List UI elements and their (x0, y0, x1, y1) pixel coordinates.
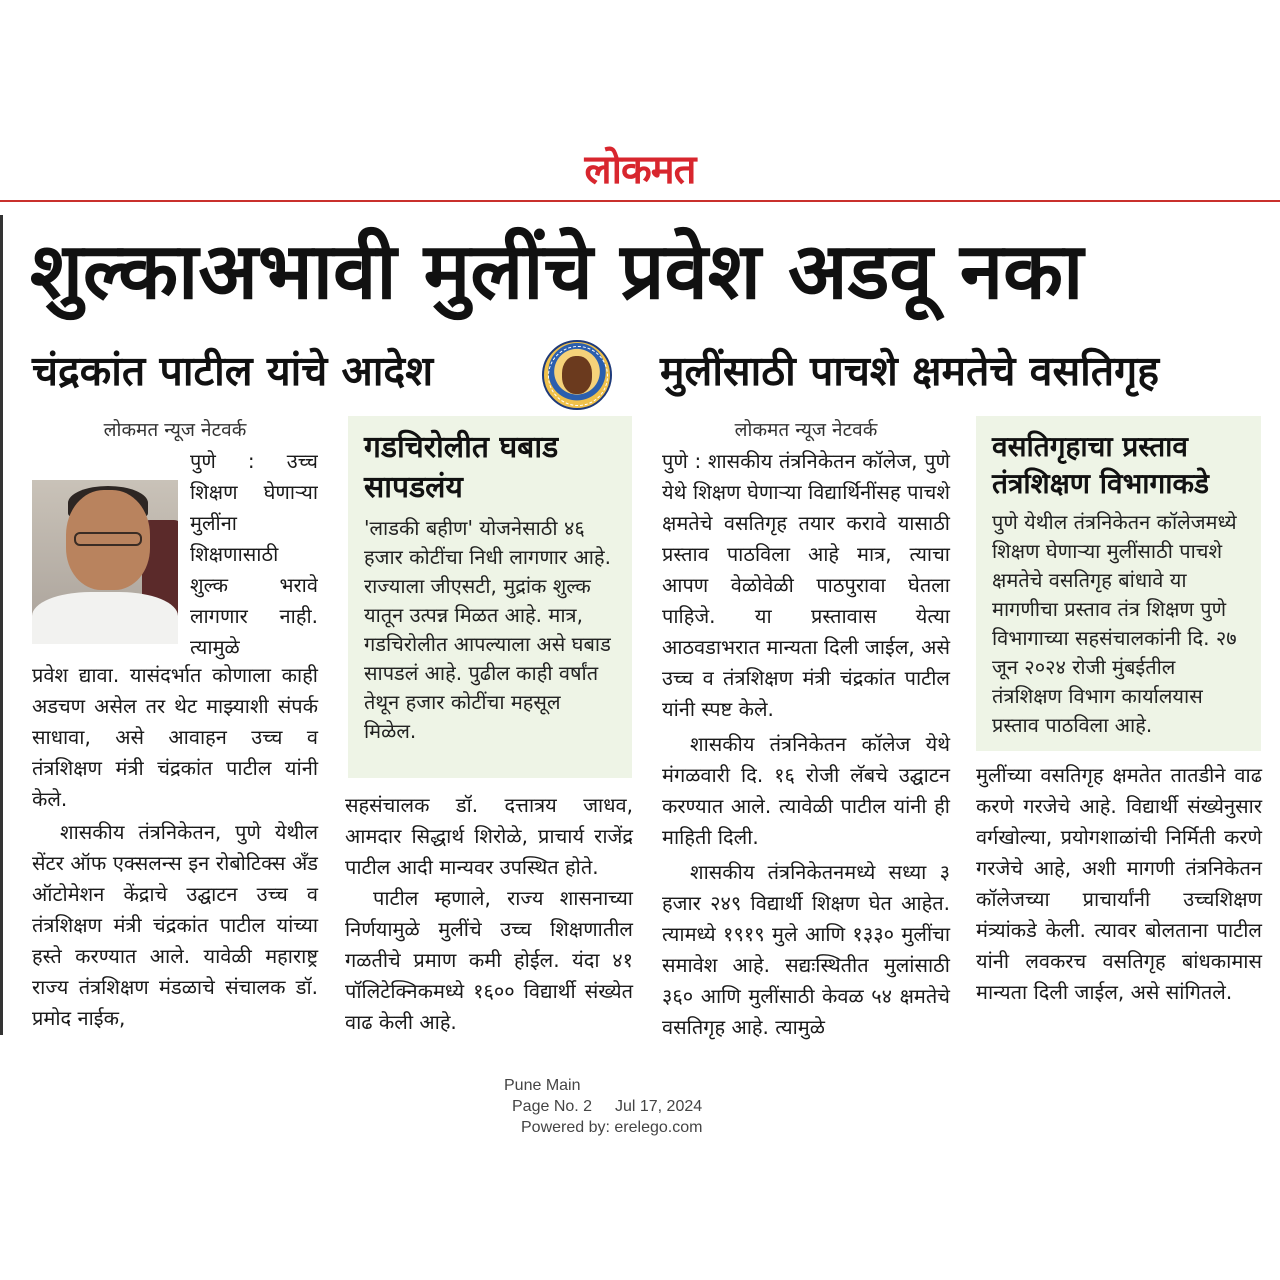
photo-float-spacer (32, 446, 190, 646)
article1-body (32, 660, 318, 1034)
article2-byline: लोकमत न्यूज नेटवर्क (734, 419, 878, 441)
subheadline-left: चंद्रकांत पाटील यांचे आदेश (32, 347, 434, 395)
article1-para3: सहसंचालक डॉ. दत्तात्रय जाधव, आमदार सिद्धार्थ शिरोळे, प्राचार्य राजेंद्र पाटील आदी मान्यवर उपस्थित होते. (345, 793, 633, 879)
box2-text: पुणे येथील तंत्रनिकेतन कॉलेजमध्ये शिक्षण घेणाऱ्या मुलींसाठी पाचशे क्षमतेचे वसतिगृह बांधावे या मागणीचा प्रस्ताव तंत्र शिक्षण पुणे विभागाच्या सहसंचालकांनी दि. २७ जून २०२४ रोजी मुंबईतील तंत्रशिक्षण विभाग कार्यालयास प्रस्ताव पाठविला आहे. (992, 510, 1237, 737)
footer-page: Page No. 2 (512, 1098, 593, 1115)
article2-column1 (662, 416, 950, 1043)
article2-para4: मुलींच्या वसतिगृह क्षमतेत तातडीने वाढ करणे गरजेचे आहे. विद्यार्थी संख्येनुसार वर्गखोल्या, प्रयोगशाळांची निर्मिती करणे गरजेचे आहे, अशी मागणी तंत्रनिकेतन कॉलेजच्या प्राचार्यांनी उच्चशिक्षण मंत्र्यांकडे केली. त्यावर बोलताना पाटील यांनी लवकरच वसतिगृह बांधकामास मान्यता दिली जाईल, असे सांगितले. (976, 763, 1262, 1004)
article2-para2: शासकीय तंत्रनिकेतन कॉलेज येथे मंगळवारी दि. १६ रोजी लॅबचे उद्घाटन करण्यात आले. त्यावेळी पाटील यांनी ही माहिती दिली. (662, 732, 950, 849)
masthead-rule (0, 200, 1280, 202)
page-footer (504, 1075, 764, 1138)
article2-para1: पुणे : शासकीय तंत्रनिकेतन कॉलेज, पुणे येथे शिक्षण घेणाऱ्या विद्यार्थिनींसह पाचशे क्षमतेचे वसतिगृह तयार करावे यासाठी प्रस्ताव पाठविला आहे मात्र, त्याचा आपण वेळोवेळी पाठपुरावा घेतला पाहिजे. या प्रस्तावास येत्या आठवडाभरात मान्यता दिली जाईल, असे उच्च व तंत्रशिक्षण मंत्री चंद्रकांत पाटील यांनी स्पष्ट केले. (662, 449, 950, 721)
footer-edition: Pune Main (504, 1077, 581, 1094)
article1-byline: लोकमत न्यूज नेटवर्क (103, 419, 247, 441)
sidebar-box-gadchiroli (348, 416, 632, 778)
footer-powered: Powered by: erelego.com (521, 1119, 703, 1136)
article1-lead-a: पुणे : उच्च शिक्षण घेणाऱ्या मुलींना शिक्षणासाठी शुल्क भरावे लागणार नाही. त्यामुळे (190, 449, 318, 659)
footer-date: Jul 17, 2024 (614, 1098, 703, 1115)
article1-lead-wrap (32, 446, 318, 660)
article1-column2 (345, 790, 633, 1038)
article1-para2: शासकीय तंत्रनिकेतन, पुणे येथील सेंटर ऑफ एक्सलन्स इन रोबोटिक्स अँड ऑटोमेशन केंद्राचे उद्घाटन उच्च व तंत्रशिक्षण मंत्री चंद्रकांत पाटील यांच्या हस्ते करण्यात आले. यावेळी महाराष्ट्र राज्य तंत्रशिक्षण मंडळाचे संचालक डॉ. प्रमोद नाईक, (32, 820, 318, 1030)
masthead-logo: लोकमत (584, 147, 696, 193)
avatar-face (562, 356, 592, 394)
article1-para4: पाटील म्हणाले, राज्य शासनाच्या निर्णयामुळे मुलींचे उच्च शिक्षणातील गळतीचे प्रमाण कमी होईल. यंदा ४१ पॉलिटेक्निकमध्ये १६०० विद्यार्थी संख्येत वाढ केली आहे. (345, 886, 633, 1034)
box2-title: वसतिगृहाचा प्रस्ताव तंत्रशिक्षण विभागाकडे (992, 430, 1210, 500)
watermark-avatar (542, 340, 612, 410)
footer-page-date (504, 1096, 764, 1117)
article2-column2 (976, 760, 1262, 1008)
article1-column1 (32, 416, 318, 446)
subheadline-right: मुलींसाठी पाचशे क्षमतेचे वसतिगृह (660, 347, 1160, 395)
sidebar-box-hostel-proposal (976, 416, 1261, 751)
article2-para3: शासकीय तंत्रनिकेतनमध्ये सध्या ३ हजार २४९ विद्यार्थी शिक्षण घेत आहेत. त्यामध्ये १९१९ मुले आणि १३३० मुलींचा समावेश आहे. सद्यःस्थितीत मुलांसाठी ३६० आणि मुलींसाठी केवळ ५४ क्षमतेचे वसतिगृह आहे. त्यामुळे (662, 860, 950, 1039)
page-edge (0, 215, 3, 1035)
box1-text: 'लाडकी बहीण' योजनेसाठी ४६ हजार कोटींचा निधी लागणार आहे. राज्याला जीएसटी, मुद्रांक शुल्क यातून उत्पन्न मिळत आहे. मात्र, गडचिरोलीत आपल्याला असे घबाड सापडलं आहे. पुढील काही वर्षांत तेथून हजार कोटींचा महसूल मिळेल. (364, 516, 611, 743)
article1-lead-b: प्रवेश द्यावा. यासंदर्भात कोणाला काही अडचण असेल तर थेट माझ्याशी संपर्क साधावा, असे आवाहन उच्च व तंत्रशिक्षण मंत्री चंद्रकांत पाटील यांनी केले. (32, 663, 318, 811)
box1-title: गडचिरोलीत घबाड सापडलंय (364, 430, 559, 505)
headline: शुल्काअभावी मुलींचे प्रवेश अडवू नका (30, 227, 1084, 317)
